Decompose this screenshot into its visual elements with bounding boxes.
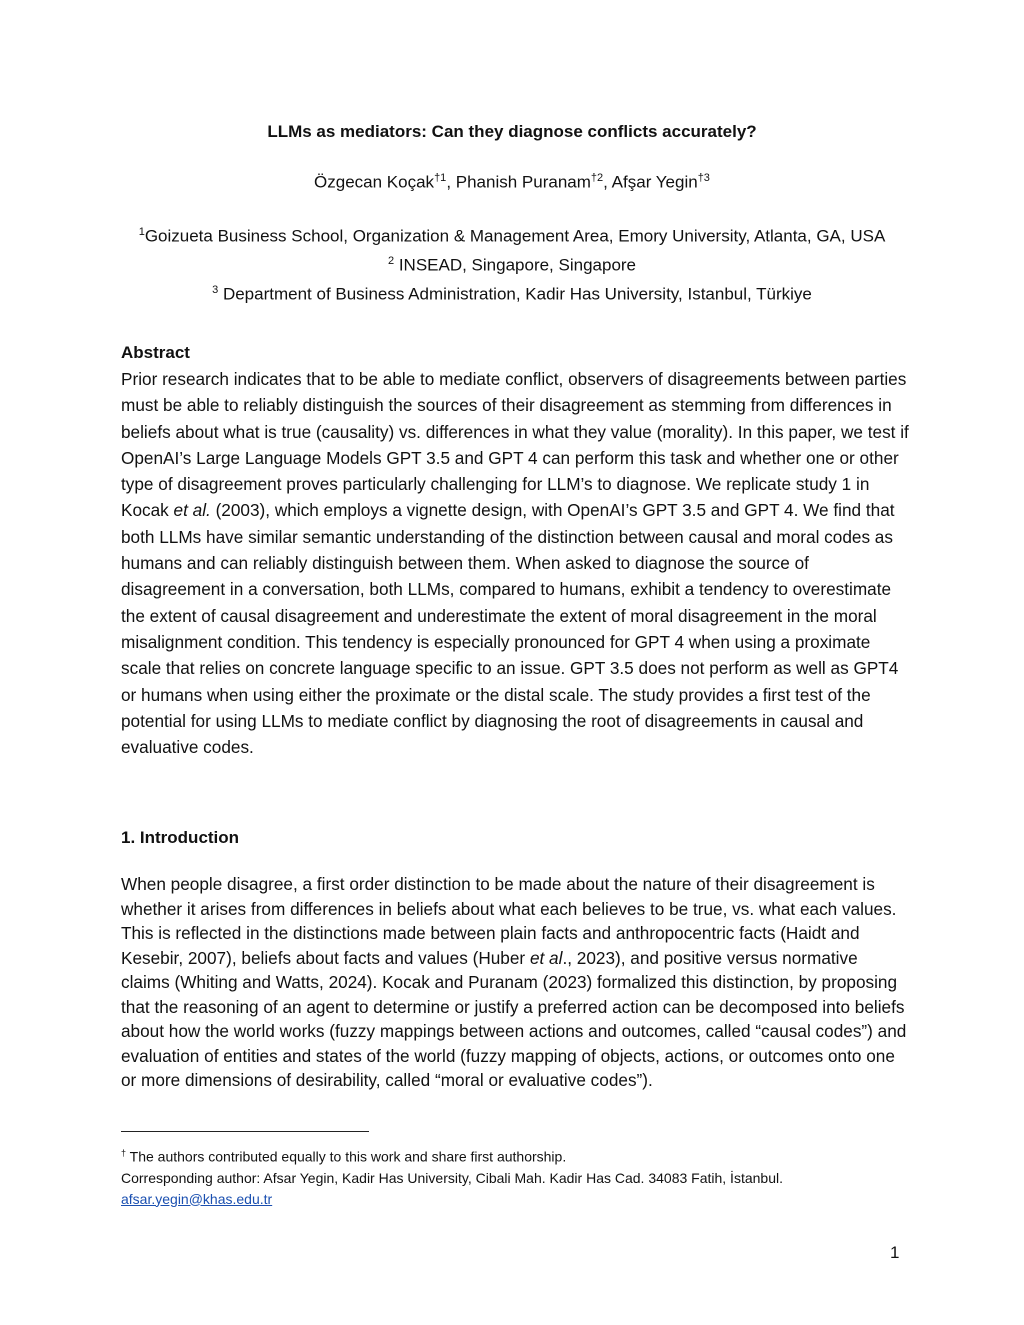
affiliation-text: INSEAD, Singapore, Singapore — [394, 255, 637, 275]
affiliation-line — [0, 249, 1024, 278]
author-name: Afşar Yegin — [611, 172, 698, 192]
footnote-divider — [121, 1131, 369, 1132]
affiliation-line — [0, 220, 1024, 249]
footnote-text: The authors contributed equally to this work and share first authorship. — [126, 1148, 567, 1165]
footnote-corresponding-author: Corresponding author: Afsar Yegin, Kadir Has University, Cibali Mah. Kadir Has Cad. 34083 Fatih, İstanbul. — [121, 1169, 783, 1186]
affiliation-list — [0, 220, 1024, 307]
affiliation-text: Department of Business Administration, Kadir Has University, Istanbul, Türkiye — [218, 284, 812, 304]
email-link[interactable]: afsar.yegin@khas.edu.tr — [121, 1190, 273, 1207]
abstract-citation-italic: et al. — [173, 500, 211, 521]
abstract-text-continued: (2003), which employs a vignette design, with OpenAI’s GPT 3.5 and GPT 4. We find that both LLMs have similar semantic understanding of the distinction between causal and moral codes as humans and can reliably distinguish between them. When asked to diagnose the source of disagreement in a conversation, both LLMs, compared to humans, exhibit a tendency to overestimate the extent of causal disagreement and underestimate the extent of moral disagreement in the moral misalignment condition. This tendency is especially pronounced for GPT 4 when using a proximate scale that relies on concrete language specific to an issue. GPT 3.5 does not perform as well as GPT4 or humans when using either the proximate or the distal scale. The study provides a first test of the potential for using LLMs to mediate conflict by diagnosing the root of disagreements in causal and evaluative codes. — [121, 500, 899, 758]
intro-text-continued: ., 2023), and positive versus normative claims (Whiting and Watts, 2024). Kocak and Puranam (2023) formalized this distinction, by proposing that the reasoning of an agent to determine or justify a preferred action can be decomposed into beliefs about how the world works (fuzzy mappings between actions and outcomes, called “causal codes”) and evaluation of entities and states of the world (fuzzy mapping of objects, actions, or outcomes onto one or more dimensions of desirability, called “moral or evaluative codes”). — [121, 947, 907, 1090]
author-separator: , — [446, 172, 456, 192]
affiliation-line — [0, 278, 1024, 307]
affiliation-number: 1 — [138, 226, 145, 238]
author-name: Özgecan Koçak — [314, 172, 435, 192]
abstract-body — [121, 366, 911, 760]
author-mark: †1 — [434, 172, 447, 184]
author-separator: , — [603, 172, 612, 192]
author-mark: †3 — [697, 172, 710, 184]
footnote-equal-contribution — [121, 1143, 911, 1168]
intro-citation-italic: et al — [529, 947, 563, 968]
abstract-text: Prior research indicates that to be able to mediate conflict, observers of disagreements between parties must be able to reliably distinguish the sources of their disagreement as stemming from differences in beliefs about what is true (causality) vs. differences in what they value (morality). In this paper, we test if OpenAI’s Large Language Models GPT 3.5 and GPT 4 can perform this task and whether one or other type of disagreement proves particularly challenging for LLM’s to diagnose. We replicate study 1 in Kocak — [121, 369, 909, 521]
author-mark: †2 — [590, 172, 604, 184]
affiliation-number: 2 — [387, 255, 395, 268]
affiliation-text: Goizueta Business School, Organization & Management Area, Emory University, Atlanta, GA, USA — [144, 226, 886, 246]
intro-text: When people disagree, a first order distinction to be made about the nature of their disagreement is whether it arises from differences in beliefs about what each believes to be true, vs. what each values. This is reflected in the distinctions made between plain facts and anthropocentric facts (Haidt and Kesebir, 2007), beliefs about facts and values (Huber — [121, 874, 897, 968]
introduction-body — [121, 872, 911, 1093]
footnotes — [121, 1143, 911, 1210]
paper-title: LLMs as mediators: Can they diagnose conflicts accurately? — [267, 122, 757, 141]
affiliation-number: 3 — [212, 284, 219, 297]
author-name: Phanish Puranam — [455, 172, 591, 192]
section-heading-introduction: 1. Introduction — [121, 828, 240, 847]
page-number: 1 — [890, 1243, 900, 1262]
author-list — [0, 172, 1024, 193]
abstract-heading: Abstract — [121, 343, 190, 362]
footnote-mark: † — [121, 1148, 127, 1158]
